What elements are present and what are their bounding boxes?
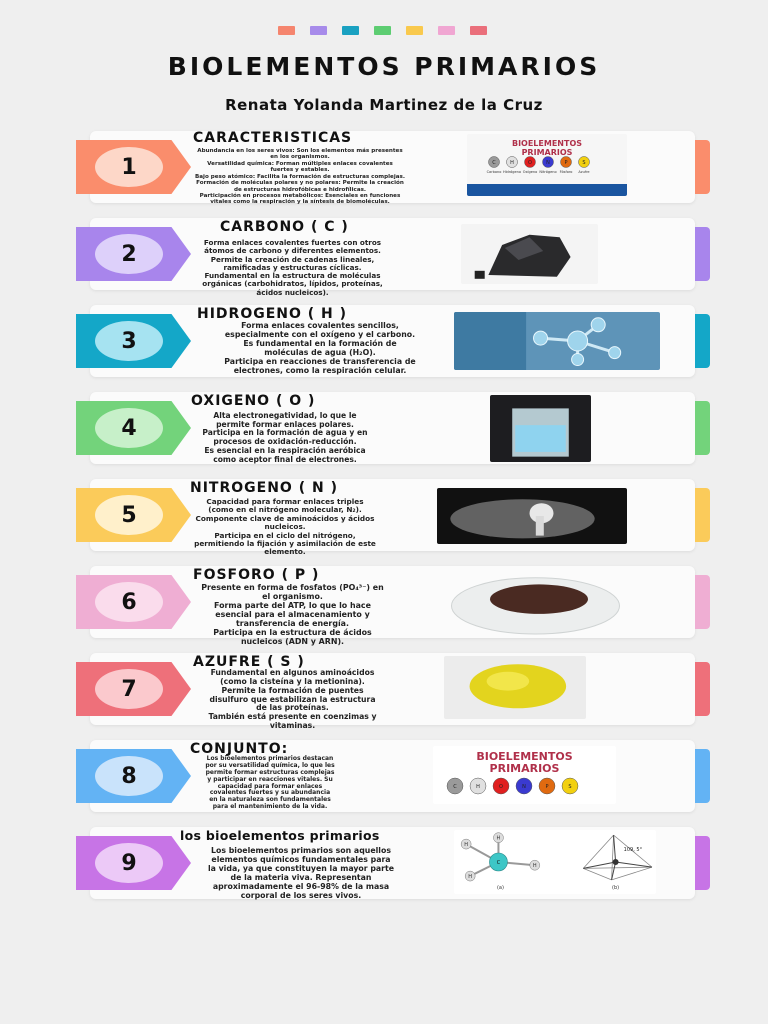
element-caption: Carbono xyxy=(486,170,502,174)
description-line: capacidad para formar enlaces xyxy=(217,782,323,790)
row-description xyxy=(185,498,385,557)
description-line: moléculas de agua (H₂O). xyxy=(264,347,376,357)
color-dot xyxy=(438,26,455,35)
description-line: Versatilidad química: Forman múltiples enlaces covalentes xyxy=(207,160,393,167)
color-dot xyxy=(342,26,359,35)
element-label: H xyxy=(510,160,514,166)
description-line: aproximadamente el 96-98% de la masa xyxy=(212,881,390,891)
description-line: transferencia de energía. xyxy=(235,619,350,629)
row-heading: los bioelementos primarios xyxy=(180,828,380,843)
element-label: S xyxy=(568,784,572,790)
element-label: P xyxy=(545,784,549,790)
element-row xyxy=(0,653,768,731)
description-line: como aceptor final de electrones. xyxy=(213,454,357,464)
description-line: ácidos nucleicos). xyxy=(256,287,329,297)
illustration xyxy=(444,656,586,719)
illustration-title: BIOELEMENTOS xyxy=(511,139,583,148)
illustration xyxy=(448,569,623,636)
description-line: Los bioelementos primarios son aquellos xyxy=(211,846,391,855)
description-line: Formación de moléculas polares y no polares: Permite la creación xyxy=(196,180,404,187)
illustration xyxy=(454,830,656,894)
atom-label: H xyxy=(468,874,473,881)
illustration xyxy=(490,395,591,462)
description-line: Abundancia en los seres vivos: Son los elementos más presentes xyxy=(197,148,403,154)
description-line: Forma parte del ATP, lo que lo hace xyxy=(214,601,371,611)
right-tab xyxy=(695,401,710,455)
element-label: S xyxy=(582,160,586,166)
element-caption: Nitrógeno xyxy=(539,170,557,174)
atom-label: H xyxy=(496,835,501,842)
element-caption: Oxígeno xyxy=(522,170,538,174)
phosphorus-image xyxy=(448,569,623,636)
right-tab xyxy=(695,488,710,542)
description-line: permite formar enlaces polares. xyxy=(216,419,354,429)
row-heading: OXIGENO ( O ) xyxy=(191,393,316,409)
row-number: 9 xyxy=(95,843,163,883)
row-number: 1 xyxy=(95,147,163,187)
description-line: Componente clave de aminoácidos y ácidos xyxy=(195,513,375,523)
element-row xyxy=(0,566,768,647)
illustration-subtitle: PRIMARIOS xyxy=(489,762,560,775)
description-line: electrones, como la respiración celular. xyxy=(233,365,407,375)
element-label: N xyxy=(546,160,550,166)
description-line: átomos de carbono y diferentes elementos. xyxy=(204,246,381,256)
row-description xyxy=(185,583,400,647)
element-row xyxy=(0,740,768,812)
description-line: Es esencial en la respiración aeróbica xyxy=(204,445,366,455)
row-heading: NITROGENO ( N ) xyxy=(190,480,338,496)
element-row xyxy=(0,218,768,297)
illustration xyxy=(461,224,598,284)
row-number: 5 xyxy=(95,495,163,535)
description-line: Capacidad para formar enlaces triples xyxy=(206,497,364,506)
description-line: (como en el nitrógeno molecular, N₂). xyxy=(208,505,362,515)
illustration xyxy=(433,746,616,804)
element-label: C xyxy=(492,160,496,166)
description-line: vitales como la respiración y la síntesis de biomoléculas. xyxy=(210,199,390,206)
bond-angle-label: 109, 5° xyxy=(623,847,643,854)
bio-chart-2-image xyxy=(433,746,616,804)
color-dot xyxy=(406,26,423,35)
description-line: nucleicos. xyxy=(264,522,306,532)
caption-a: (a) xyxy=(496,884,504,891)
description-line: Forma enlaces covalentes sencillos, xyxy=(241,321,399,330)
element-caption: Azufre xyxy=(578,170,590,174)
description-line: Permite la formación de puentes xyxy=(221,685,364,695)
description-line: permitiendo la fijación y asimilación de este xyxy=(194,538,376,548)
page-title: BIOLEMENTOS PRIMARIOS xyxy=(167,52,601,81)
description-line: de la materia viva. Representan xyxy=(230,872,372,882)
atom-label: H xyxy=(464,842,469,849)
description-line: esencial para el almacenamiento y xyxy=(215,610,370,620)
element-label: P xyxy=(564,160,568,166)
caption-b: (b) xyxy=(612,884,620,891)
nitrogen-image xyxy=(437,488,627,544)
row-number: 8 xyxy=(95,756,163,796)
right-tab xyxy=(695,140,710,194)
description-line: Bajo peso atómico: Facilita la formación de estructuras complejas. xyxy=(195,173,405,180)
row-number: 7 xyxy=(95,669,163,709)
description-line: Permite la creación de cadenas lineales, xyxy=(210,254,375,264)
row-heading: CONJUNTO: xyxy=(190,741,289,757)
description-line: fuertes y estables. xyxy=(270,167,330,174)
illustration xyxy=(467,134,627,196)
description-line: También está presente en coenzimas y xyxy=(208,712,377,722)
description-line: especialmente con el oxígeno y el carbono. xyxy=(224,329,416,339)
description-line: corporal de los seres vivos. xyxy=(240,890,362,900)
sulfur-image xyxy=(444,656,586,719)
description-line: Participa en reacciones de transferencia de xyxy=(224,356,416,366)
description-line: vitaminas. xyxy=(269,721,316,731)
methane-image xyxy=(454,830,656,894)
description-line: procesos de oxidación-reducción. xyxy=(213,437,357,447)
description-line: elementos químicos fundamentales para xyxy=(211,854,391,864)
description-line: de las proteínas. xyxy=(256,703,329,713)
description-line: covalentes fuertes y su abundancia xyxy=(209,789,331,797)
description-line: la vida, ya que constituyen la mayor parte xyxy=(207,863,395,873)
right-tab xyxy=(695,749,710,803)
row-number: 2 xyxy=(95,234,163,274)
description-line: por su versatilidad química, lo que les xyxy=(205,761,335,769)
right-tab xyxy=(695,836,710,890)
hydrogen-image xyxy=(454,312,660,370)
element-row xyxy=(0,827,768,899)
row-number: 3 xyxy=(95,321,163,361)
description-line: Forma enlaces covalentes fuertes con otros xyxy=(203,238,382,247)
row-heading: FOSFORO ( P ) xyxy=(193,567,320,583)
description-line: (como la cisteína y la metionina). xyxy=(220,676,365,686)
color-dot xyxy=(278,26,295,35)
color-dot xyxy=(470,26,487,35)
element-label: O xyxy=(528,160,532,166)
right-tab xyxy=(695,662,710,716)
illustration xyxy=(454,312,660,370)
bio-chart-image xyxy=(467,134,627,196)
element-label: H xyxy=(476,784,480,790)
element-caption: Hidrógeno xyxy=(502,170,522,174)
element-row xyxy=(0,392,768,464)
description-line: disulfuro que estabilizan la estructura xyxy=(209,694,376,704)
carbon-image xyxy=(461,224,598,284)
element-label: N xyxy=(522,784,526,790)
element-label: O xyxy=(499,784,503,790)
description-line: Participa en la estructura de ácidos xyxy=(213,628,372,638)
row-heading: AZUFRE ( S ) xyxy=(193,654,305,670)
row-description xyxy=(190,239,395,297)
illustration-title: BIOELEMENTOS xyxy=(476,750,573,763)
right-tab xyxy=(695,227,710,281)
description-line: ramificadas y estructuras cíclicas. xyxy=(223,262,362,272)
illustration xyxy=(437,488,627,544)
element-label: C xyxy=(453,784,457,790)
description-line: el organismo. xyxy=(262,592,323,602)
description-line: Los bioelementos primarios destacan xyxy=(206,755,334,762)
description-line: Es fundamental en la formación de xyxy=(243,338,397,348)
description-line: Alta electronegatividad, lo que le xyxy=(213,411,357,420)
author-name: Renata Yolanda Martinez de la Cruz xyxy=(225,96,543,114)
description-line: Fundamental en algunos aminoácidos xyxy=(210,668,375,677)
row-description xyxy=(185,669,400,731)
row-description xyxy=(190,847,412,901)
description-line: para el mantenimiento de la vida. xyxy=(212,803,328,811)
color-dots xyxy=(278,26,487,35)
description-line: Participación en procesos metabólicos: Esenciales en funciones xyxy=(199,192,401,199)
description-line: en la naturaleza son fundamentales xyxy=(209,796,331,804)
description-line: Participa en el ciclo del nitrógeno, xyxy=(214,530,356,540)
illustration-subtitle: PRIMARIOS xyxy=(521,148,573,157)
color-dot xyxy=(374,26,391,35)
description-line: permite formar estructuras complejas xyxy=(205,768,335,776)
row-heading: CARBONO ( C ) xyxy=(220,219,349,235)
row-description xyxy=(195,322,445,376)
right-tab xyxy=(695,575,710,629)
row-heading: HIDROGENO ( H ) xyxy=(197,306,348,322)
description-line: Presente en forma de fosfatos (PO₄³⁻) en xyxy=(201,583,384,592)
description-line: orgánicas (carbohidratos, lípidos, proteínas, xyxy=(202,279,383,289)
row-heading: CARACTERISTICAS xyxy=(193,130,353,146)
row-number: 6 xyxy=(95,582,163,622)
description-line: nucleicos (ADN y ARN). xyxy=(240,637,345,647)
oxygen-image xyxy=(490,395,591,462)
description-line: elemento. xyxy=(264,547,306,557)
color-dot xyxy=(310,26,327,35)
row-description xyxy=(190,148,410,206)
element-row xyxy=(0,479,768,557)
right-tab xyxy=(695,314,710,368)
element-row xyxy=(0,305,768,377)
element-caption: Fósforo xyxy=(559,170,573,174)
description-line: y participar en reacciones vitales. Su xyxy=(207,775,333,783)
element-row xyxy=(0,130,768,206)
row-description xyxy=(190,756,350,811)
description-line: en los organismos. xyxy=(270,154,330,161)
description-line: Participa en la formación de agua y en xyxy=(202,428,368,438)
row-description xyxy=(185,412,385,464)
atom-label: H xyxy=(532,863,537,870)
row-number: 4 xyxy=(95,408,163,448)
description-line: Fundamental en la estructura de moléculas xyxy=(204,271,381,281)
atom-label: C xyxy=(496,860,501,866)
description-line: de estructuras hidrofóbicas e hidrofílicas. xyxy=(233,186,367,193)
